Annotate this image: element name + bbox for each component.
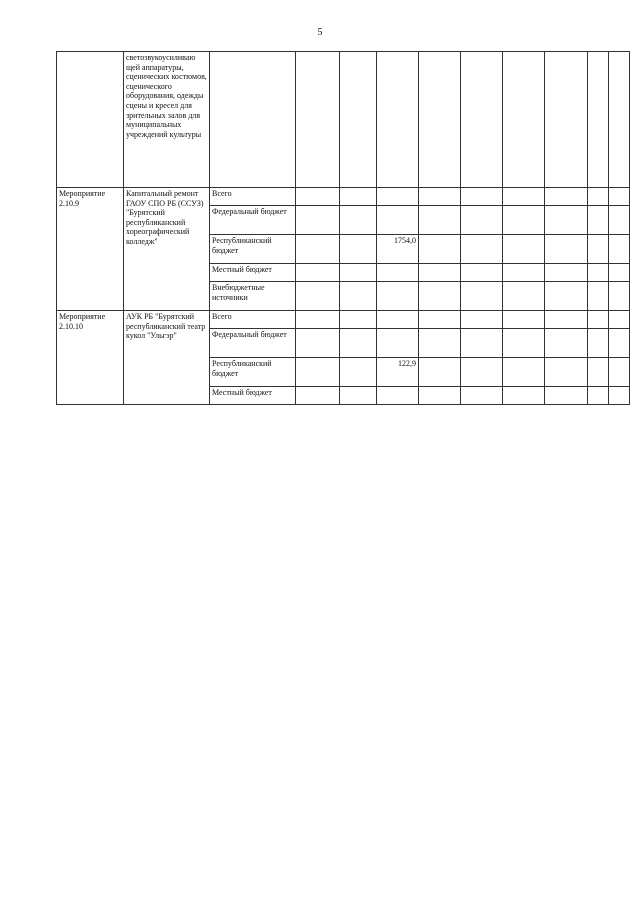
funding-source-cell: Всего — [210, 311, 296, 329]
table-row — [57, 188, 630, 206]
value-cell — [377, 188, 419, 206]
funding-source-cell: Республиканский бюджет — [210, 235, 296, 264]
funding-source-cell: Федеральный бюджет — [210, 329, 296, 358]
page-number: 5 — [317, 27, 323, 38]
source-cell — [210, 52, 296, 188]
value-cell — [377, 387, 419, 405]
table-row — [57, 311, 630, 329]
funding-source-cell: Федеральный бюджет — [210, 206, 296, 235]
value-cell — [377, 329, 419, 358]
value-cell — [377, 282, 419, 311]
value-cell: 1754,0 — [377, 235, 419, 264]
budget-table — [56, 51, 630, 405]
value-cell: 122,9 — [377, 358, 419, 387]
funding-source-cell: Всего — [210, 188, 296, 206]
event-description-cell: АУК РБ "Бурятский республиканский театр кукол "Ульгэр" — [124, 311, 210, 405]
event-id-cell: Мероприятие 2.10.9 — [57, 188, 124, 311]
event-description-cell: Капитальный ремонт ГАОУ СПО РБ (ССУЗ) "Бурятский республиканский хореографический колледж" — [124, 188, 210, 311]
funding-source-cell: Местный бюджет — [210, 264, 296, 282]
continuation-row — [57, 52, 630, 188]
funding-source-cell: Местный бюджет — [210, 387, 296, 405]
value-cell — [377, 311, 419, 329]
funding-source-cell: Республиканский бюджет — [210, 358, 296, 387]
value-cell — [377, 206, 419, 235]
event-id-cell: Мероприятие 2.10.10 — [57, 311, 124, 405]
funding-source-cell: Внебюджетные источники — [210, 282, 296, 311]
id-cell — [57, 52, 124, 188]
description-cell: светозвукоусиливаю щей аппаратуры, сценических костюмов, сценического оборудования, одежды сцены и кресел для зрительных залов для муниципальных учреждений культуры — [124, 52, 210, 188]
value-cell — [377, 264, 419, 282]
